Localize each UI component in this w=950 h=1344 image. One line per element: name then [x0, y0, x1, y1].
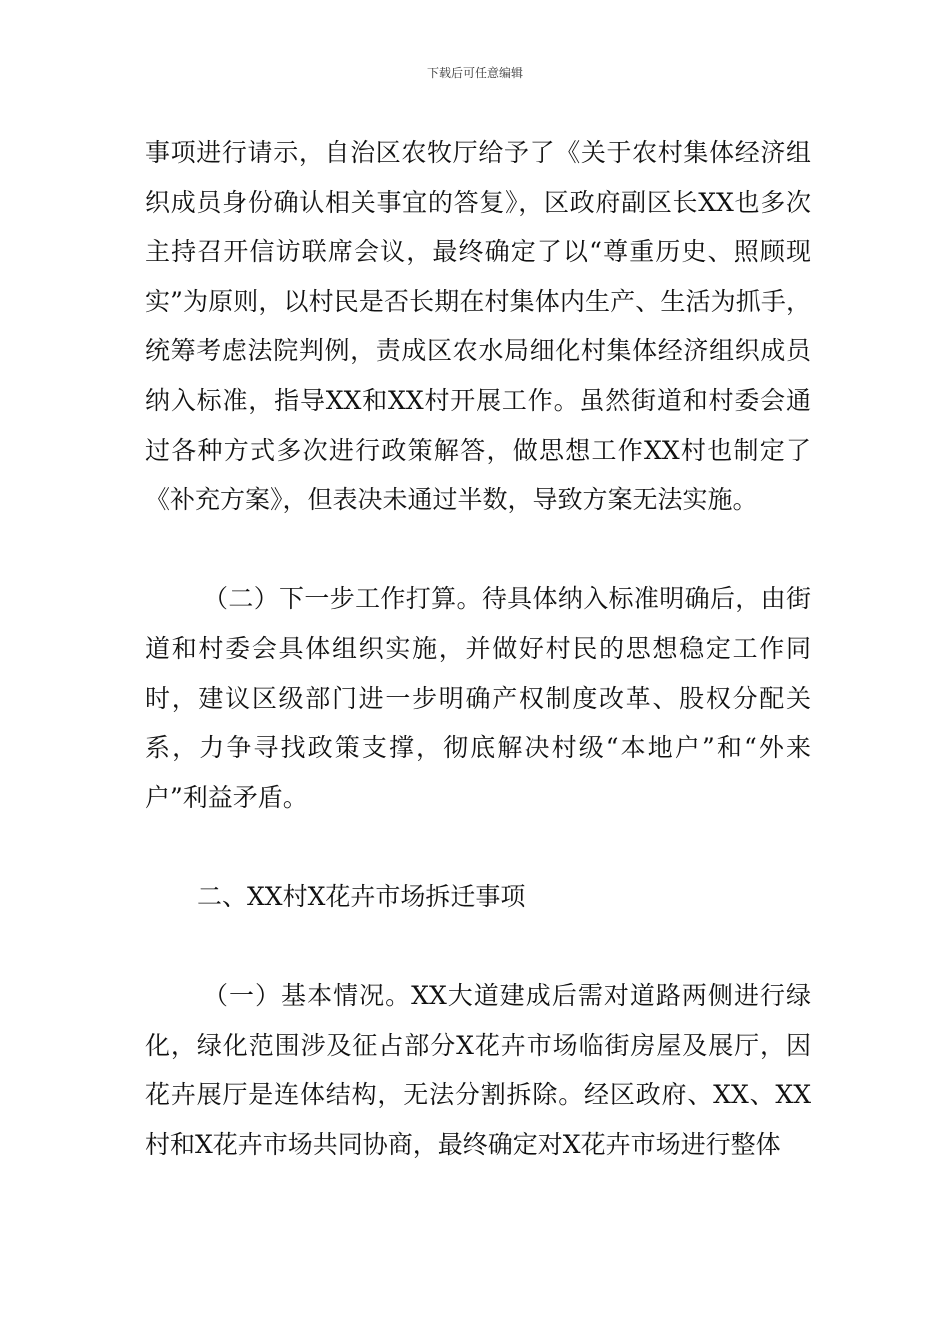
paragraph-next-steps: （二）下一步工作打算。待具体纳入标准明确后，由街道和村委会具体组织实施，并做好村民的思想稳定工作同时，建议区级部门进一步明确产权制度改革、股权分配关系，力争寻找政策支撑，彻底解决村级“本地户”和“外来户”利益矛盾。: [145, 584, 811, 812]
document-body: [145, 128, 811, 1169]
paragraph-spacer: [145, 822, 811, 872]
paragraph-spacer: [145, 922, 811, 972]
section-heading: 二、XX村X花卉市场拆迁事项: [197, 881, 526, 911]
page-header-note: 下载后可任意编辑: [426, 66, 523, 80]
paragraph-spacer: [145, 525, 811, 575]
paragraph-continuation: 事项进行请示，自治区农牧厅给予了《关于农村集体经济组织成员身份确认相关事宜的答复》，区政府副区长XX也多次主持召开信访联席会议，最终确定了以“尊重历史、照顾现实”为原则，以村民是否长期在村集体内生产、生活为抓手，统筹考虑法院判例，责成区农水局细化村集体经济组织成员纳入标准，指导XX和XX村开展工作。虽然街道和村委会通过各种方式多次进行政策解答，做思想工作XX村也制定了《补充方案》，但表决未通过半数，导致方案无法实施。: [145, 138, 811, 515]
paragraph-basic-situation: （一）基本情况。XX大道建成后需对道路两侧进行绿化，绿化范围涉及征占部分X花卉市场临街房屋及展厅，因花卉展厅是连体结构，无法分割拆除。经区政府、XX、XX村和X花卉市场共同协商，最终确定对X花卉市场进行整体: [145, 981, 811, 1159]
